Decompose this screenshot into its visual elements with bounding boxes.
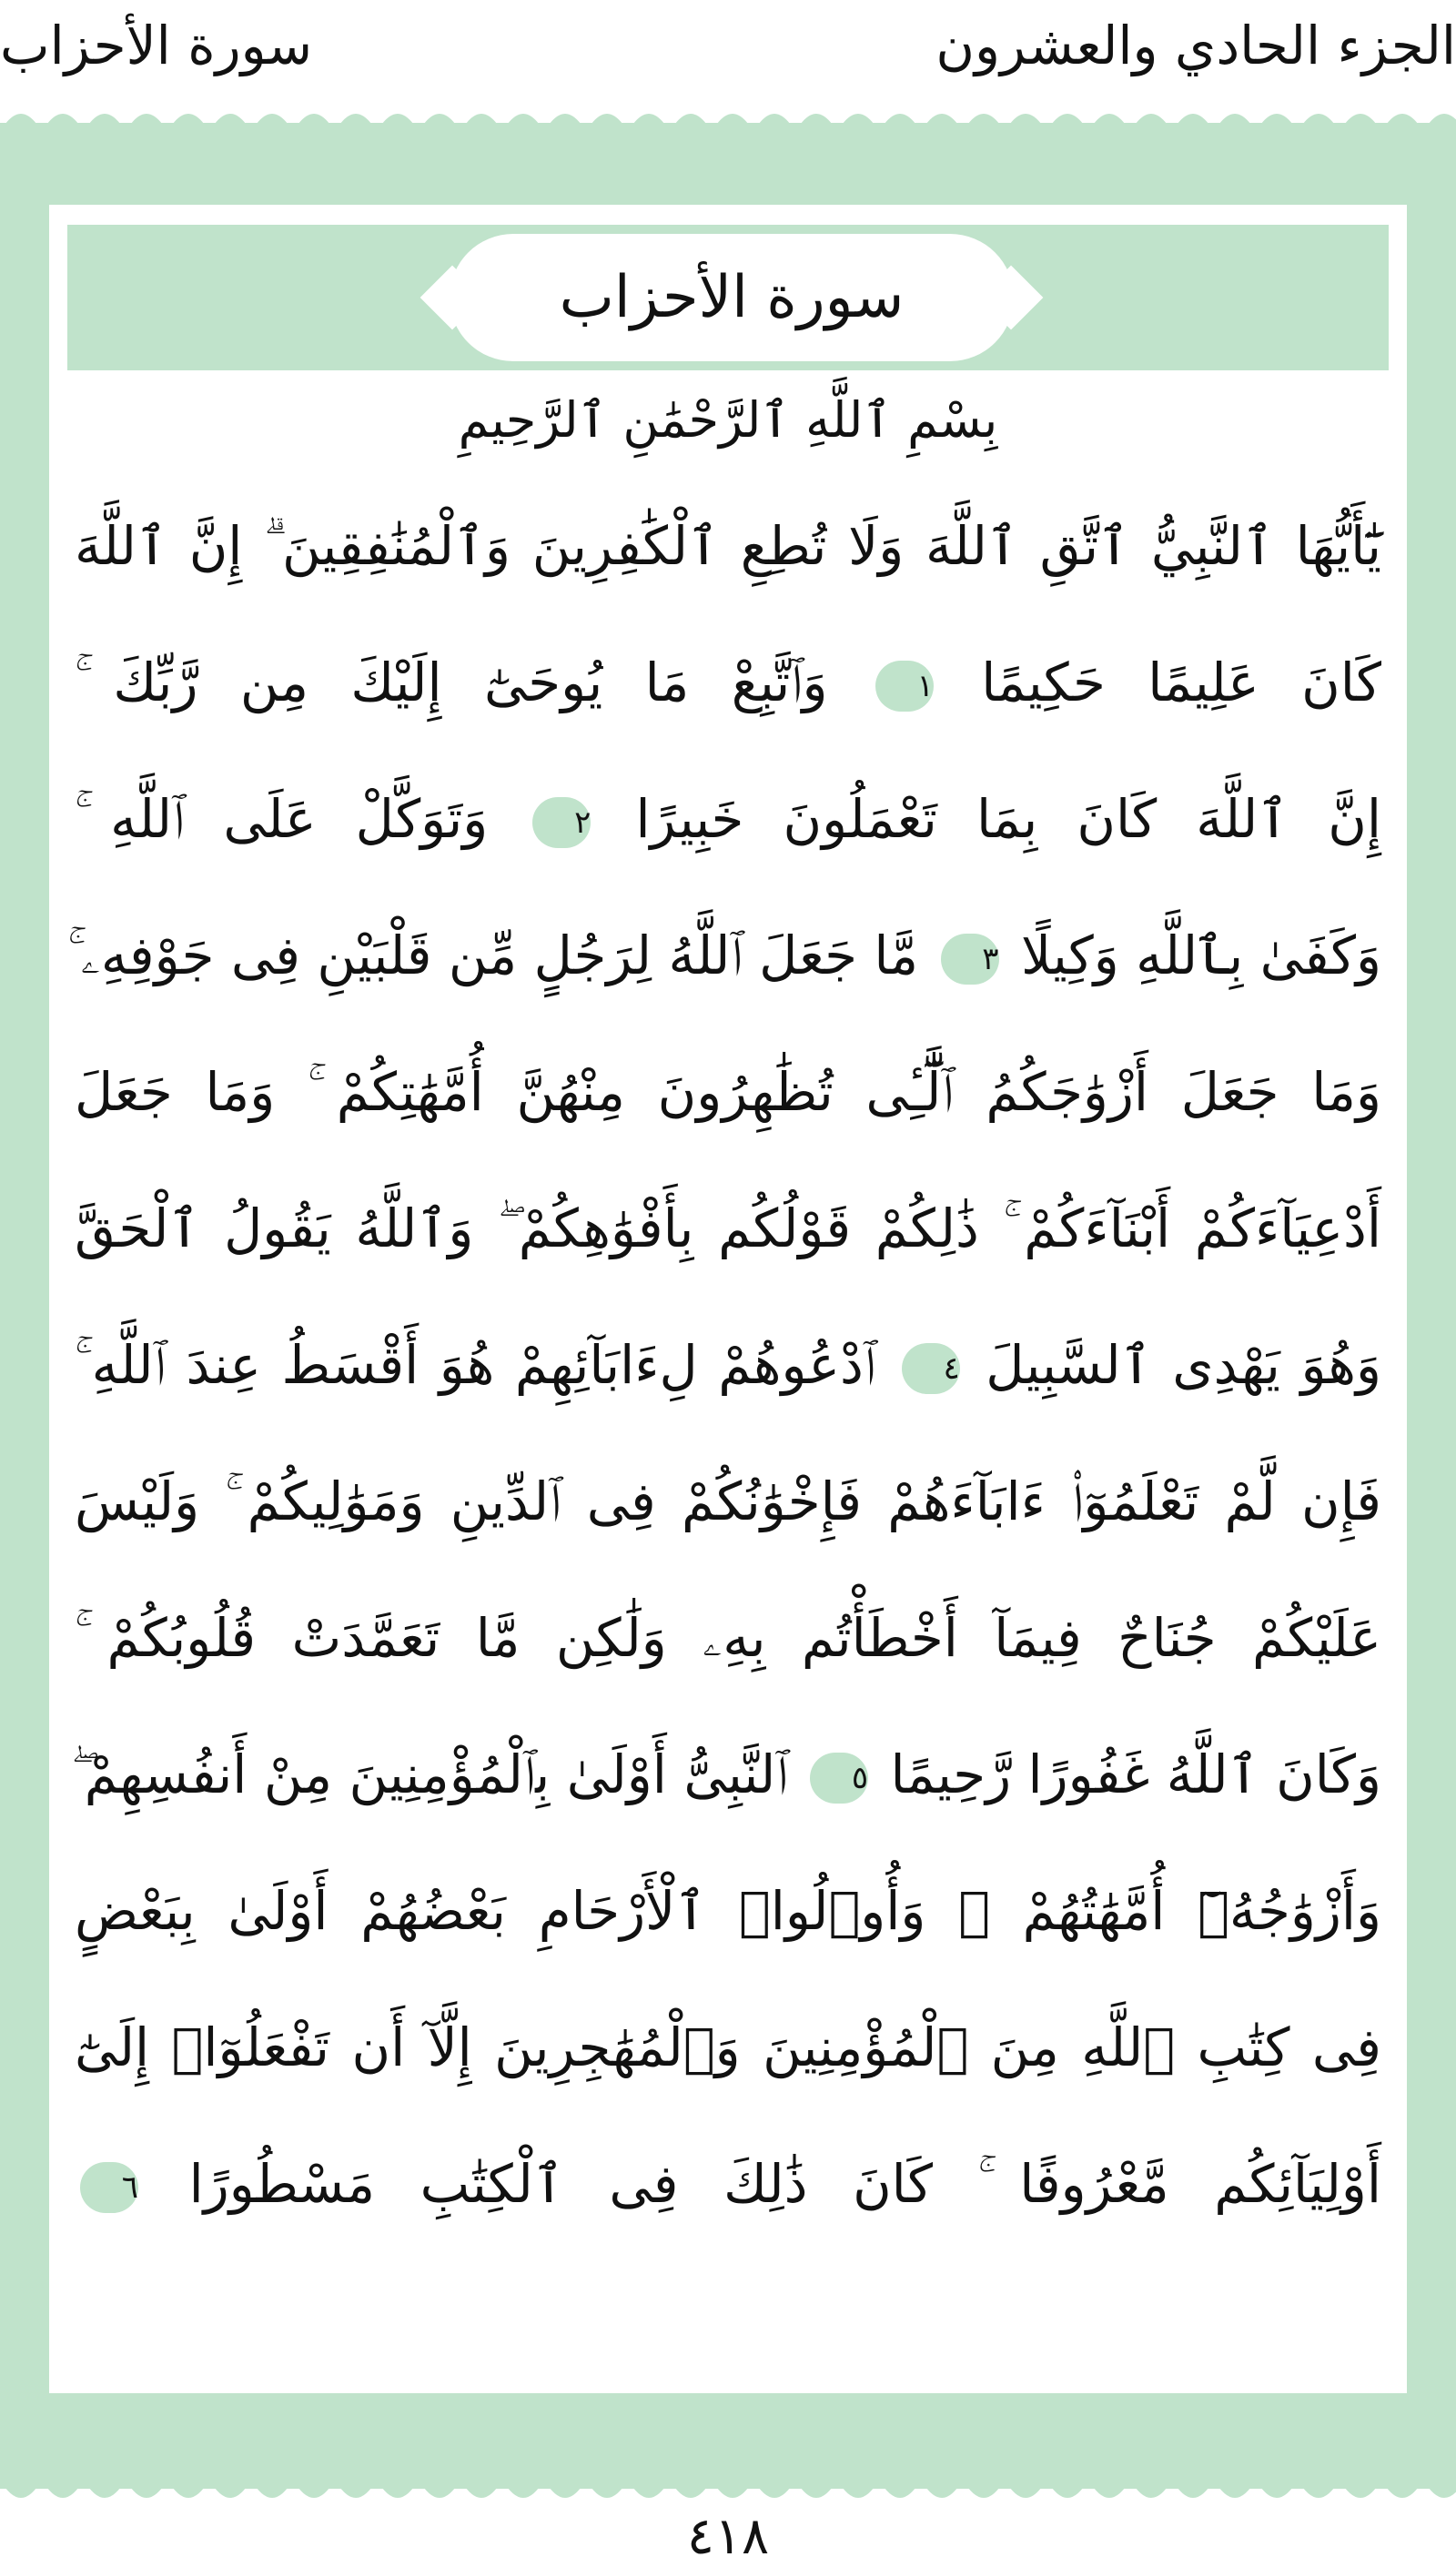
scallop-shape xyxy=(0,114,1456,132)
verse-line xyxy=(67,887,1381,1024)
verse-line xyxy=(75,1433,1381,1570)
juz-header: الجزء الحادي والعشرون xyxy=(935,15,1456,76)
verse-text: ٱلنَّبِىُّ أَوْلَىٰ بِٱلْمُؤْمِنِينَ مِنْ أَنفُسِهِمْ ۖ xyxy=(71,1743,788,1805)
surah-title: سورة الأحزاب xyxy=(450,234,1014,361)
verse-text: وَٱتَّبِعْ مَا يُوحَىٰٓ إِلَيْكَ مِن رَّبِّكَ ۚ xyxy=(75,652,828,713)
verse-line xyxy=(75,1843,1381,1979)
scallop-shape xyxy=(0,2480,1456,2498)
verse-line xyxy=(75,2116,1381,2252)
verse-line xyxy=(75,1160,1381,1297)
verse-number-marker: ٦ xyxy=(80,2162,138,2213)
page-number: ٤١٨ xyxy=(686,2507,770,2566)
verse-number-marker: ٤ xyxy=(902,1343,960,1394)
verse-text: وَمَا جَعَلَ أَزْوَٰجَكُمُ ٱلَّٰٓـِٔى تُظَٰهِرُونَ مِنْهُنَّ أُمَّهَٰتِكُمْ ۚ وَمَا جَعَلَ xyxy=(75,1061,1381,1123)
verse-text: عَلَيْكُمْ جُنَاحٌ فِيمَآ أَخْطَأْتُم بِهِۦ وَلَٰكِن مَّا تَعَمَّدَتْ قُلُوبُكُمْ ۚ xyxy=(75,1607,1381,1669)
basmala: بِسْمِ ٱللَّهِ ٱلرَّحْمَٰنِ ٱلرَّحِيمِ xyxy=(458,391,998,449)
scallop-border-top xyxy=(0,96,1456,132)
verse-text: فَإِن لَّمْ تَعْلَمُوٓا۟ ءَابَآءَهُمْ فَإِخْوَٰنُكُمْ فِى ٱلدِّينِ وَمَوَٰلِيكُمْ ۚ وَلَيْسَ xyxy=(75,1470,1381,1532)
verse-text: وَكَانَ ٱللَّهُ غَفُورًا رَّحِيمًا xyxy=(890,1743,1381,1805)
verse-line xyxy=(75,614,1381,751)
verse-text: أَدْعِيَآءَكُمْ أَبْنَآءَكُمْ ۚ ذَٰلِكُمْ قَوْلُكُم بِأَفْوَٰهِكُمْ ۖ وَٱللَّهُ يَقُولُ ٱلْحَقَّ xyxy=(75,1198,1381,1259)
verse-line xyxy=(75,1297,1381,1433)
surah-title-band xyxy=(67,225,1389,370)
verse-number-marker: ٣ xyxy=(941,934,999,985)
verse-line xyxy=(75,751,1381,887)
verse-text: وَأَزْوَٰجُهُۥٓ أُمَّهَٰتُهُمْ ۗ وَأُو۟لُوا۟ ٱلْأَرْحَامِ بَعْضُهُمْ أَوْلَىٰ بِبَعْضٍ xyxy=(75,1880,1381,1942)
verse-text: مَّا جَعَلَ ٱللَّهُ لِرَجُلٍ مِّن قَلْبَيْنِ فِى جَوْفِهِۦ ۚ xyxy=(67,925,919,986)
verse-text: وَهُوَ يَهْدِى ٱلسَّبِيلَ xyxy=(986,1334,1382,1396)
verse-line xyxy=(75,1570,1381,1706)
verse-text: إِنَّ ٱللَّهَ كَانَ بِمَا تَعْمَلُونَ خَبِيرًا xyxy=(635,788,1382,850)
verse-text: ٱدْعُوهُمْ لِءَابَآئِهِمْ هُوَ أَقْسَطُ عِندَ ٱللَّهِ ۚ xyxy=(75,1334,876,1396)
verse-line xyxy=(75,1024,1381,1160)
verse-text: أَوْلِيَآئِكُم مَّعْرُوفًا ۚ كَانَ ذَٰلِكَ فِى ٱلْكِتَٰبِ مَسْطُورًا xyxy=(188,2153,1382,2215)
verse-text: كَانَ عَلِيمًا حَكِيمًا xyxy=(981,652,1382,713)
verse-text: وَتَوَكَّلْ عَلَى ٱللَّهِ ۚ xyxy=(75,788,489,850)
verse-number-marker: ١ xyxy=(875,661,934,712)
verse-number-marker: ٢ xyxy=(532,797,591,848)
verse-number-marker: ٥ xyxy=(810,1753,868,1804)
verse-text: يَٰٓأَيُّهَا ٱلنَّبِيُّ ٱتَّقِ ٱللَّهَ وَلَا تُطِعِ ٱلْكَٰفِرِينَ وَٱلْمُنَٰفِقِينَ ۗ إِنَّ ٱللَّهَ xyxy=(75,515,1381,577)
verse-text: وَكَفَىٰ بِٱللَّهِ وَكِيلًا xyxy=(1020,925,1381,986)
verse-line xyxy=(75,478,1381,614)
verse-line xyxy=(75,1979,1381,2116)
verse-text: فِى كِتَٰبِ ٱللَّهِ مِنَ ٱلْمُؤْمِنِينَ وَٱلْمُهَٰجِرِينَ إِلَّآ أَن تَفْعَلُوٓا۟ إِلَىٰٓ xyxy=(75,2016,1381,2078)
verse-lines xyxy=(67,478,1382,2252)
surah-header: سورة الأحزاب xyxy=(0,15,313,76)
verse-line xyxy=(71,1706,1381,1843)
text-panel xyxy=(49,205,1407,2393)
